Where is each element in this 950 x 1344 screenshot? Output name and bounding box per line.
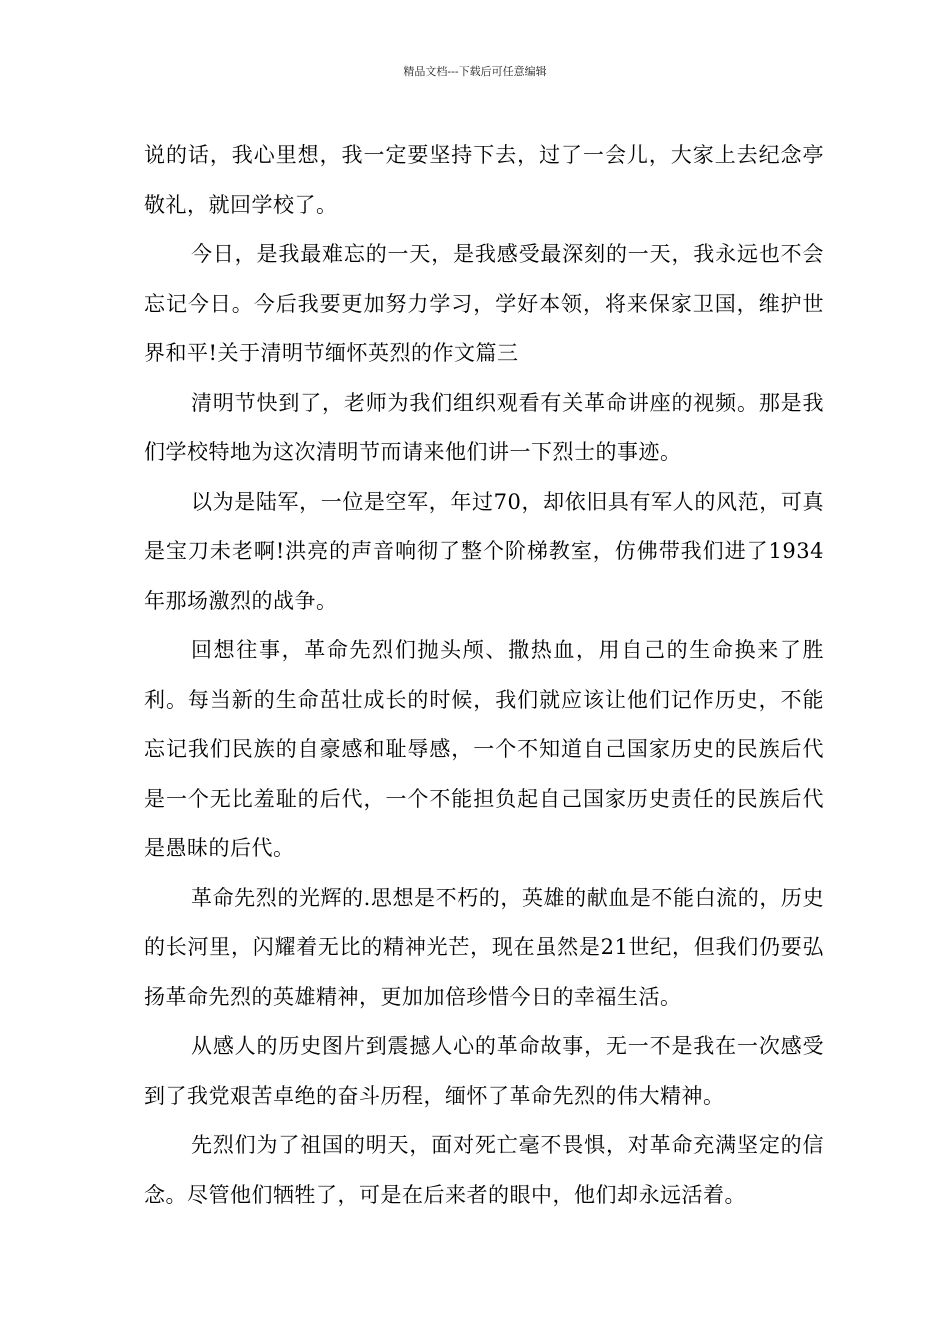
paragraph: 以为是陆军，一位是空军，年过70，却依旧具有军人的风范，可真是宝刀未老啊!洪亮的声音响彻了整个阶梯教室，仿佛带我们进了1934年那场激烈的战争。: [144, 489, 824, 613]
paragraph: 回想往事，革命先烈们抛头颅、撒热血，用自己的生命换来了胜利。每当新的生命茁壮成长的时候，我们就应该让他们记作历史，不能忘记我们民族的自豪感和耻辱感，一个不知道自己国家历史的民族后代是一个无比羞耻的后代，一个不能担负起自己国家历史责任的民族后代是愚昧的后代。: [144, 638, 824, 860]
paragraph: 从感人的历史图片到震撼人心的革命故事，无一不是我在一次感受到了我党艰苦卓绝的奋斗历程，缅怀了革命先烈的伟大精神。: [144, 1034, 824, 1108]
paragraph: 说的话，我心里想，我一定要坚持下去，过了一会儿，大家上去纪念亭敬礼，就回学校了。: [144, 143, 824, 217]
paragraph: 今日，是我最难忘的一天，是我感受最深刻的一天，我永远也不会忘记今日。今后我要更加努力学习，学好本领，将来保家卫国，维护世界和平!关于清明节缅怀英烈的作文篇三: [144, 242, 824, 365]
page-header: 精品文档---下载后可任意编辑: [403, 65, 547, 78]
paragraph: 先烈们为了祖国的明天，面对死亡毫不畏惧，对革命充满坚定的信念。尽管他们牺牲了，可是在后来者的眼中，他们却永远活着。: [144, 1133, 824, 1207]
document-body: [144, 131, 824, 1220]
paragraph: 清明节快到了，老师为我们组织观看有关革命讲座的视频。那是我们学校特地为这次清明节而请来他们讲一下烈士的事迹。: [144, 390, 824, 464]
paragraph: 革命先烈的光辉的.思想是不朽的，英雄的献血是不能白流的，历史的长河里，闪耀着无比的精神光芒，现在虽然是21世纪，但我们仍要弘扬革命先烈的英雄精神，更加加倍珍惜今日的幸福生活。: [144, 885, 824, 1009]
